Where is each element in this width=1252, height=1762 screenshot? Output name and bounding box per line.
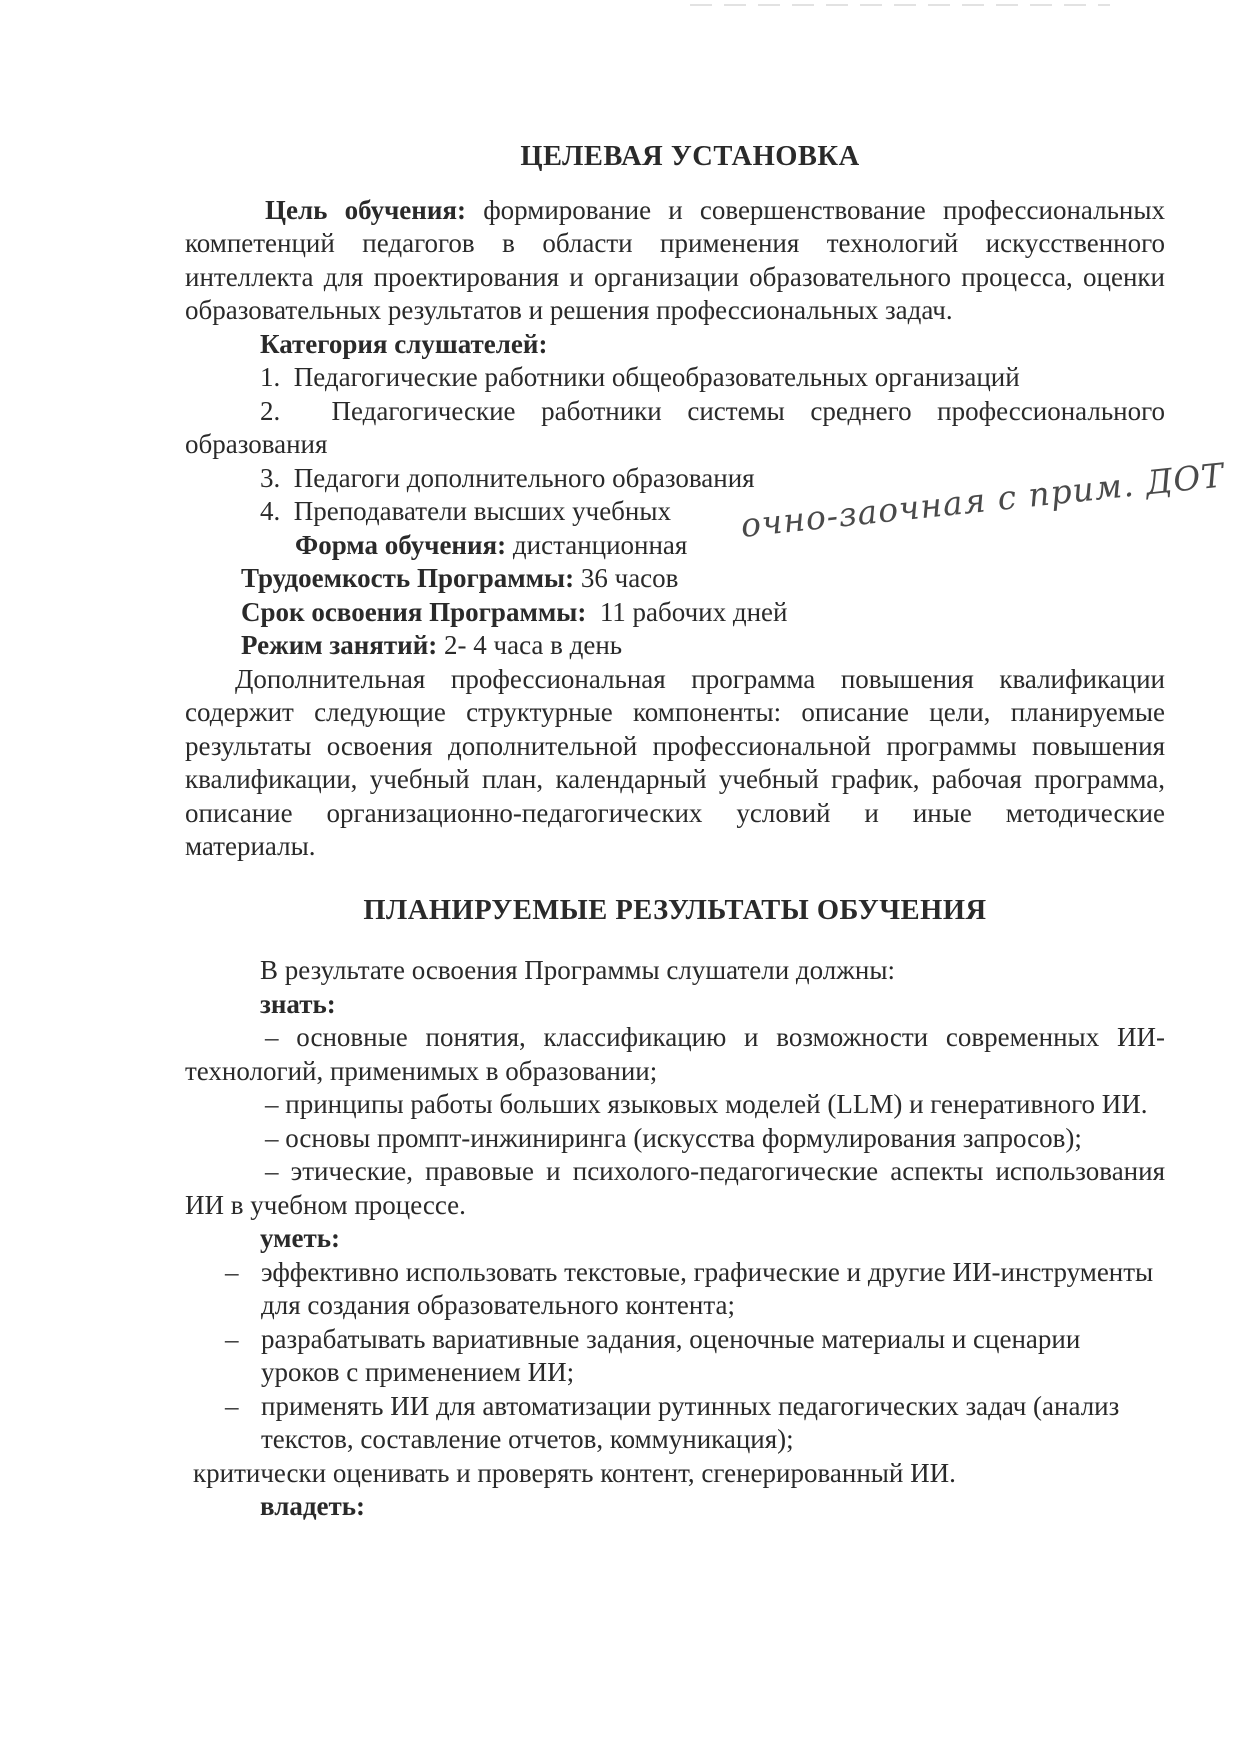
dash-bullet: –: [225, 1390, 239, 1421]
section-heading-results: ПЛАНИРУЕМЫЕ РЕЗУЛЬТАТЫ ОБУЧЕНИЯ: [363, 894, 987, 926]
dash-bullet: –: [225, 1256, 239, 1287]
goal-text: формирование и совершенствование профессиональных компетенций педагогов в области применения технологий искусственного интеллекта для проектирования и организации образовательного процесса, оценки образовательных результатов и решения профессиональных задач.: [185, 194, 1166, 325]
goal-label: Цель обучения:: [265, 194, 466, 225]
can-item: – эффективно использовать текстовые, графические и другие ИИ-инструменты для создания образовательного контента;: [225, 1256, 1154, 1320]
results-intro: В результате освоения Программы слушатели должны:: [260, 955, 896, 985]
duration-line: Срок освоения Программы: 11 рабочих дней: [241, 596, 788, 627]
section-heading-goal: ЦЕЛЕВАЯ УСТАНОВКА: [520, 141, 860, 172]
goal-paragraph: [185, 194, 1165, 328]
own-label: владеть:: [260, 1491, 366, 1521]
know-item: – принципы работы больших языковых моделей (LLM) и генеративного ИИ.: [265, 1089, 1148, 1119]
audience-label: Категория слушателей:: [260, 328, 548, 359]
handwritten-note: очно-заочная с прим. ДОТ: [738, 454, 1227, 545]
workload-line: Трудоемкость Программы: 36 часов: [241, 563, 679, 593]
schedule-line: Режим занятий: 2- 4 часа в день: [241, 630, 623, 660]
know-item: – основы промпт-инжиниринга (искусства формулирования запросов);: [265, 1122, 1082, 1153]
know-item: – этические, правовые и психолого-педагогические аспекты использования ИИ в учебном процессе.: [185, 1156, 1165, 1220]
know-item: – основные понятия, классификацию и возможности современных ИИ-технологий, применимых в образовании;: [185, 1022, 1165, 1086]
description-paragraph: Дополнительная профессиональная программа повышения квалификации содержит следующие структурные компоненты: описание цели, планируемые результаты освоения дополнительной профессиональной программы повышения квалификации, учебный план, календарный учебный график, рабочая программа, описание организационно-педагогических условий и иные методические материалы.: [185, 663, 1165, 861]
audience-item-1: 1. Педагогические работники общеобразовательных организаций: [260, 362, 1020, 392]
know-label: знать:: [260, 988, 336, 1019]
dash-bullet: –: [225, 1323, 239, 1354]
audience-item-3: 3. Педагоги дополнительного образования: [260, 462, 755, 493]
form-value: дистанционная: [512, 529, 688, 560]
can-label: уметь:: [260, 1223, 341, 1253]
audience-item-2: 2. Педагогические работники системы среднего профессионального образования: [185, 395, 1166, 459]
can-item-tail: критически оценивать и проверять контент, сгенерированный ИИ.: [193, 1457, 956, 1488]
audience-item-4: 4. Преподаватели высших учебных: [260, 496, 672, 526]
scan-artifact: [690, 4, 1110, 6]
page-content: [185, 140, 1227, 1524]
form-label: Форма обучения:: [295, 529, 507, 560]
can-item: – разрабатывать вариативные задания, оценочные материалы и сценарии уроков с применением ИИ;: [225, 1323, 1081, 1387]
can-item: – применять ИИ для автоматизации рутинных педагогических задач (анализ текстов, составление отчетов, коммуникация);: [225, 1390, 1120, 1454]
